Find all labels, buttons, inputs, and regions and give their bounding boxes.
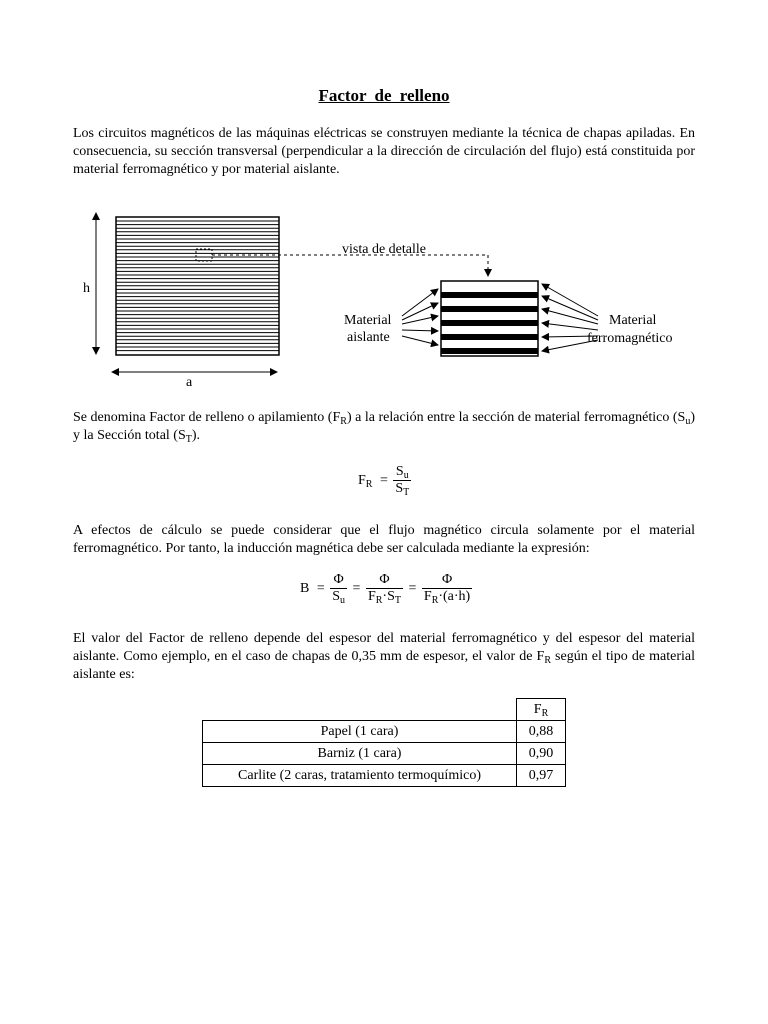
definition-paragraph: Se denomina Factor de relleno o apilamiento $(F_R)$ a la relación entre la sección de material ferromagnético $(S_u)$ y la Sección total $(S_T)$. bbox=[73, 410, 695, 445]
table-header-fr: $F_R$ bbox=[517, 699, 566, 721]
intro-paragraph: Los circuitos magnéticos de las máquinas eléctricas se construyen mediante la técnica de chapas apiladas. En consecuencia, su sección transversal (perpendicular a la dirección de circulación del flujo) está constituida por material ferromagnético y por material aislante. bbox=[73, 126, 695, 177]
table-cell-value: 0,97 bbox=[517, 765, 566, 787]
table-row bbox=[203, 721, 566, 743]
lamination-diagram bbox=[0, 200, 768, 400]
ferro-layer bbox=[441, 334, 538, 340]
table-cell-material: Carlite (2 caras, tratamiento termoquímico) bbox=[203, 765, 517, 787]
ferro-layer bbox=[441, 292, 538, 298]
fill-factor-formula: $F_R$ = $\frac{S_u}{S_T}$ bbox=[358, 464, 410, 498]
ferro-layer bbox=[441, 348, 538, 354]
ferro-layer bbox=[441, 306, 538, 312]
table-row bbox=[203, 743, 566, 765]
ferromagnetic-material-label-2: ferromagnético bbox=[587, 331, 673, 346]
insulating-material-label: Material bbox=[344, 313, 392, 328]
induction-formula: B = $\frac{\Phi}{S_u}$ = $\frac{\Phi}{F_R\cdot S_T}$ = $\frac{\Phi}{F_R\cdot(a\cdot h)}$ bbox=[300, 572, 471, 606]
fill-factor-table bbox=[202, 698, 566, 787]
table-cell-material: Barniz (1 cara) bbox=[203, 743, 517, 765]
table-header-row bbox=[203, 699, 566, 721]
page-title: Factor de relleno bbox=[318, 86, 450, 105]
calculation-paragraph: A efectos de cálculo se puede considerar que el flujo magnético circula solamente por el material ferromagnético. Por tanto, la inducción magnética debe ser calculada mediante la expresión: bbox=[73, 523, 695, 556]
width-label: a bbox=[186, 375, 193, 390]
table-cell-value: 0,88 bbox=[517, 721, 566, 743]
table-cell-value: 0,90 bbox=[517, 743, 566, 765]
example-paragraph: El valor del Factor de relleno depende del espesor del material ferromagnético y del espesor del material aislante. Como ejemplo, en el caso de chapas de 0,35 mm de espesor, el valor de $F_R$ según el tipo de material aislante es: bbox=[73, 631, 695, 682]
detail-view-label: vista de detalle bbox=[342, 242, 426, 257]
ferromagnetic-material-label: Material bbox=[609, 313, 657, 328]
table-corner-cell bbox=[203, 699, 517, 721]
insulating-arrows bbox=[402, 289, 438, 345]
height-label: h bbox=[83, 281, 90, 296]
table-cell-material: Papel (1 cara) bbox=[203, 721, 517, 743]
insulating-material-label-2: aislante bbox=[347, 330, 390, 345]
table-row bbox=[203, 765, 566, 787]
ferro-layer bbox=[441, 320, 538, 326]
